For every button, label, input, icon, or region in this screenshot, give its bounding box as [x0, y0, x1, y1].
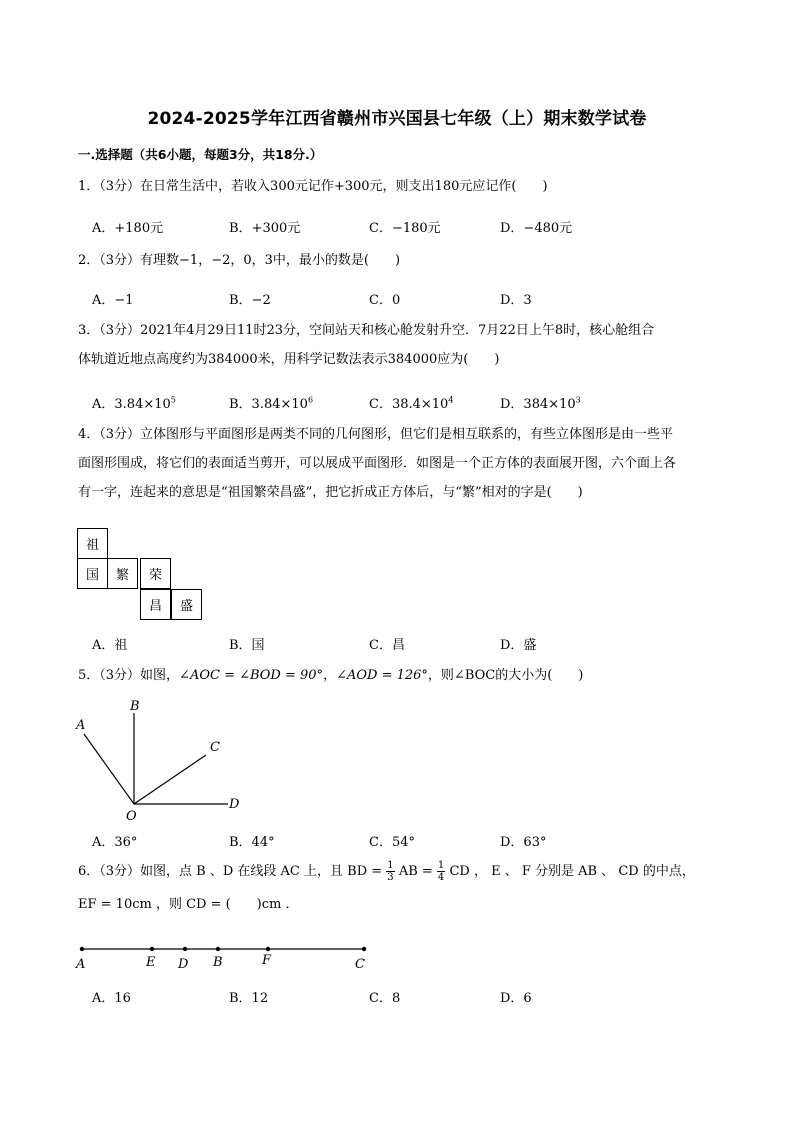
option-d-exponent: 3: [575, 395, 581, 405]
option-c[interactable]: C．−180元: [369, 221, 441, 236]
angle-figure: [70, 695, 250, 825]
fraction-one-quarter: [437, 860, 445, 883]
option-d-base: D．384×10: [500, 397, 576, 412]
section-heading: 一.选择题（共6小题，每题3分，共18分.）: [78, 147, 323, 162]
question-1: 1．（3分）在日常生活中，若收入300元记作+300元，则支出180元应记作( ): [78, 179, 548, 194]
option-c[interactable]: C．8: [369, 991, 401, 1006]
net-cell-zu: 祖: [77, 528, 108, 559]
net-cell-rong: 荣: [140, 558, 171, 589]
question-6-text-start: 6．（3分）如图，点 B 、D 在线段 AC 上，且 BD =: [78, 864, 383, 879]
option-b[interactable]: [229, 393, 313, 412]
question-3-line-1: 3．（3分）2021年4月29日11时23分，空间站天和核心舱发射升空．7月22日上午8时，核心舱组合: [78, 323, 655, 338]
fraction-2-numerator: 1: [437, 860, 445, 871]
question-5-math-2: ∠AOD = 126°: [336, 668, 428, 683]
question-6: [78, 857, 728, 919]
ray-oc: [134, 755, 206, 804]
option-c[interactable]: C．0: [369, 293, 401, 308]
label-d: D: [229, 797, 240, 812]
question-6-line-2: EF = 10cm ，则 CD = ( )cm ．: [78, 897, 299, 912]
option-b[interactable]: B．−2: [229, 293, 271, 308]
question-6-line-1: [78, 857, 728, 886]
option-b[interactable]: B．44°: [229, 835, 275, 850]
fraction-2-denominator: 4: [437, 872, 445, 883]
point-c: [362, 947, 366, 951]
option-a-exponent: 5: [170, 395, 176, 405]
label-c: C: [355, 957, 365, 972]
option-a[interactable]: A．+180元: [92, 221, 164, 236]
segment-figure: [70, 938, 380, 974]
net-cell-chang: 昌: [140, 589, 171, 620]
fraction-one-third: [386, 860, 394, 883]
question-6-text-end: CD ， E 、 F 分别是 AB 、 CD 的中点，: [449, 864, 695, 879]
point-d: [183, 947, 187, 951]
question-4-line-2: 面图形围成，将它们的表面适当剪开，可以展成平面图形．如图是一个正方体的表面展开图，六个面上各: [78, 456, 677, 471]
page-title: 2024-2025学年江西省赣州市兴国县七年级（上）期末数学试卷: [147, 109, 647, 129]
option-a-base: A．3.84×10: [92, 397, 171, 412]
question-4: [78, 420, 728, 507]
net-cell-sheng: 盛: [171, 589, 202, 620]
option-a[interactable]: A．−1: [92, 293, 134, 308]
option-c[interactable]: [369, 393, 453, 412]
question-5-text-mid: ，: [323, 668, 337, 683]
option-d[interactable]: D．−480元: [500, 221, 573, 236]
label-c: C: [210, 740, 220, 755]
option-d[interactable]: D．63°: [500, 835, 547, 850]
option-d[interactable]: D．盛: [500, 638, 537, 653]
option-a[interactable]: A．16: [92, 991, 131, 1006]
point-f: [266, 947, 270, 951]
option-c-base: C．38.4×10: [369, 397, 449, 412]
question-5-text-end: ，则∠BOC的大小为( ): [427, 668, 584, 683]
option-d[interactable]: [500, 393, 581, 412]
label-b: B: [213, 955, 223, 970]
option-a[interactable]: [92, 393, 176, 412]
question-3: [78, 316, 718, 374]
label-o: O: [126, 809, 137, 824]
option-a[interactable]: A．36°: [92, 835, 138, 850]
question-5: [78, 661, 718, 690]
option-b[interactable]: B．国: [229, 638, 265, 653]
option-c[interactable]: C．昌: [369, 638, 405, 653]
point-a: [80, 947, 84, 951]
fraction-1-denominator: 3: [387, 872, 394, 883]
question-4-line-3: 有一字，连起来的意思是“祖国繁荣昌盛”，把它折成正方体后，与“繁”相对的字是( ): [78, 485, 583, 500]
question-4-line-1: 4．（3分）立体图形与平面图形是两类不同的几何图形，但它们是相互联系的，有些立体图形是由一些平: [78, 427, 674, 442]
point-b: [216, 947, 220, 951]
option-d[interactable]: D．6: [500, 991, 532, 1006]
option-a[interactable]: A．祖: [92, 638, 128, 653]
option-b-base: B．3.84×10: [229, 397, 308, 412]
option-b[interactable]: B．+300元: [229, 221, 301, 236]
label-b: B: [130, 699, 140, 714]
question-6-text-mid: AB =: [398, 864, 433, 879]
label-f: F: [262, 953, 272, 968]
net-cell-fan: 繁: [107, 558, 138, 589]
question-3-line-2: 体轨道近地点高度约为384000米，用科学记数法表示384000应为( ): [78, 352, 500, 367]
label-d: D: [178, 957, 189, 972]
question-5-math-1: ∠AOC = ∠BOD = 90°: [179, 668, 324, 683]
option-c-exponent: 4: [448, 395, 454, 405]
option-d[interactable]: D．3: [500, 293, 532, 308]
option-b-exponent: 6: [307, 395, 314, 405]
option-c[interactable]: C．54°: [369, 835, 415, 850]
label-a: A: [76, 957, 86, 972]
question-2: 2．（3分）有理数−1，−2，0，3中，最小的数是( ): [78, 253, 401, 268]
point-e: [150, 947, 154, 951]
label-a: A: [76, 718, 86, 733]
question-5-text-start: 5．（3分）如图，: [78, 668, 180, 683]
fraction-1-numerator: 1: [387, 860, 394, 871]
option-b[interactable]: B．12: [229, 991, 269, 1006]
label-e: E: [146, 955, 156, 970]
net-cell-guo: 国: [77, 558, 108, 589]
ray-oa: [84, 734, 134, 804]
